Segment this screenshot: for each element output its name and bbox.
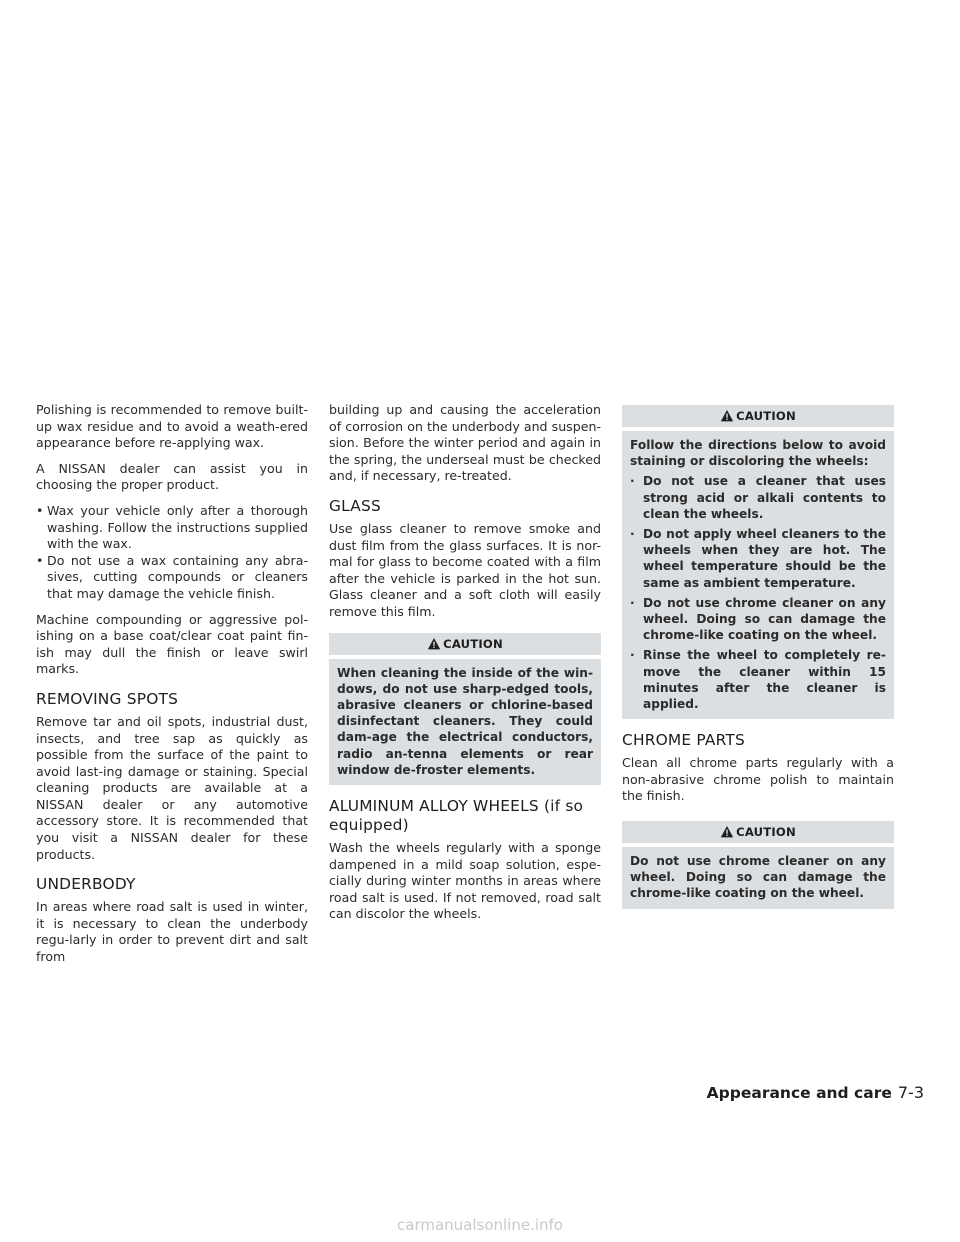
column-1	[36, 402, 308, 975]
caution-text: When cleaning the inside of the win-dows, do not use sharp-edged tools, abrasive cleaners or chlorine-based disinfectant cleaners. They could dam-age the electrical conductors, radio an-tenna elements or rear window de-froster elements.	[337, 665, 593, 777]
caution-box-chrome	[622, 821, 894, 909]
paragraph-dealer-assist: A NISSAN dealer can assist you in choosing the proper product.	[36, 460, 308, 493]
warning-triangle-icon	[720, 825, 734, 839]
caution-text: Do not use chrome cleaner on any wheel. Doing so can damage the chrome-like coating on the wheel.	[630, 854, 886, 901]
caution-box-wheels	[622, 405, 894, 719]
list-item: · Do not use a cleaner that uses strong acid or alkali contents to clean the wheels.	[630, 473, 886, 522]
heading-aluminum-wheels: ALUMINUM ALLOY WHEELS (if so equipped)	[329, 796, 584, 834]
caution-body	[622, 843, 894, 909]
list-item: · Rinse the wheel to completely re-move the cleaner within 15 minutes after the cleaner is applied.	[630, 647, 886, 712]
paragraph-aluminum-wheels: Wash the wheels regularly with a sponge dampened in a mild soap solution, espe-cially during winter months in areas where road salt is used. If not removed, road salt can discolor the wheels.	[329, 839, 601, 922]
paragraph-machine-compounding: Machine compounding or aggressive pol-ishing on a base coat/clear coat paint fin-ish may dull the finish or leave swirl marks.	[36, 611, 308, 677]
page-number: 7-3	[897, 1083, 924, 1102]
paragraph-removing-spots: Remove tar and oil spots, industrial dust, insects, and tree sap as quickly as possible from the surface of the paint to avoid last-ing damage or staining. Special cleaning products are available at a NISSAN dealer or any automotive accessory store. It is recommended that you visit a NISSAN dealer for these products.	[36, 713, 308, 862]
warning-triangle-icon	[427, 637, 441, 651]
caution-bullet-list	[630, 473, 886, 712]
paragraph-glass: Use glass cleaner to remove smoke and dust film from the glass surfaces. It is nor-mal for glass to become coated with a film after the vehicle is parked in the hot sun. Glass cleaner and a soft cloth will easily remove this film.	[329, 520, 601, 619]
column-2	[329, 402, 601, 932]
heading-underbody: UNDERBODY	[36, 875, 136, 894]
column-3	[622, 402, 894, 919]
paragraph-chrome-parts: Clean all chrome parts regularly with a non-abrasive chrome polish to maintain the finish.	[622, 755, 894, 804]
caution-label: CAUTION	[443, 636, 503, 651]
paragraph-underbody: In areas where road salt is used in winter, it is necessary to clean the underbody regu-larly in order to prevent dirt and salt from	[36, 899, 308, 965]
caution-body	[329, 655, 601, 785]
caution-label: CAUTION	[736, 409, 796, 423]
list-item: • Wax your vehicle only after a thorough washing. Follow the instructions supplied with the wax.	[36, 503, 308, 553]
paragraph-underbody-continued: building up and causing the acceleration of corrosion on the underbody and suspen-sion. Before the winter period and again in the spring, the underseal must be checked and, if necessary, re-treated.	[329, 402, 601, 484]
heading-chrome-parts: CHROME PARTS	[622, 731, 745, 750]
wax-bullet-list	[36, 503, 308, 603]
heading-glass: GLASS	[329, 496, 381, 515]
caution-box-glass	[329, 633, 601, 785]
page-footer	[707, 1083, 924, 1102]
watermark: carmanualsonline.info	[397, 1216, 563, 1234]
caution-intro: Follow the directions below to avoid staining or discoloring the wheels:	[630, 438, 886, 469]
caution-header	[329, 633, 601, 655]
heading-removing-spots: REMOVING SPOTS	[36, 689, 179, 708]
caution-body	[622, 427, 894, 719]
list-item: · Do not use chrome cleaner on any wheel. Doing so can damage the chrome-like coating on the wheel.	[630, 595, 886, 644]
list-item: · Do not apply wheel cleaners to the wheels when they are hot. The wheel temperature should be the same as ambient temperature.	[630, 526, 886, 591]
warning-triangle-icon	[720, 409, 734, 423]
caution-header	[622, 405, 894, 427]
list-item: • Do not use a wax containing any abra-sives, cutting compounds or cleaners that may damage the vehicle finish.	[36, 553, 308, 603]
footer-section-title: Appearance and care	[706, 1084, 892, 1102]
caution-label: CAUTION	[736, 825, 796, 840]
caution-header	[622, 821, 894, 843]
paragraph-polishing: Polishing is recommended to remove built-up wax residue and to avoid a weath-ered appearance before re-applying wax.	[36, 402, 308, 451]
